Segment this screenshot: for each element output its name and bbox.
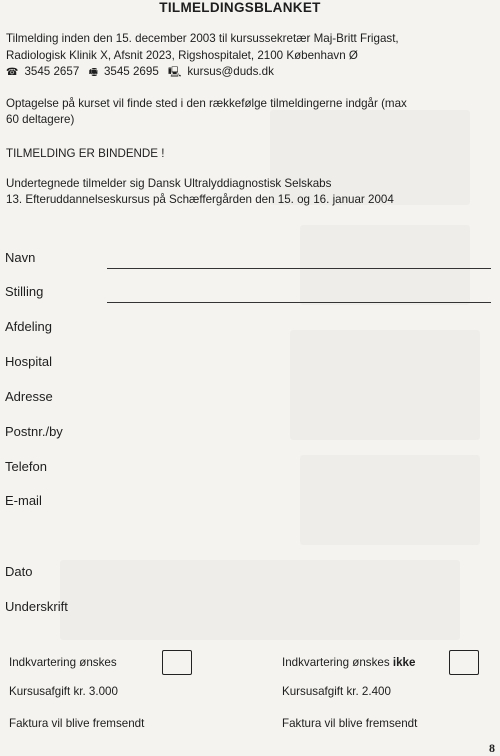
position-line[interactable] [107,302,491,303]
form-title: TILMELDINGSBLANKET [159,0,321,15]
field-label-department: Afdeling [5,319,52,334]
accommodation-no-emphasis: ikke [392,656,416,669]
page-number: 8 [489,741,495,755]
field-label-date: Dato [5,564,33,579]
field-label-postcode: Postnr./by [5,424,63,439]
fee-without-accommodation: Kursusafgift kr. 2.400 [282,685,391,698]
accommodation-yes-label: Indkvartering ønskes [9,656,117,669]
invoice-note-left: Faktura vil blive fremsendt [9,717,145,730]
intro-line: Radiologisk Klinik X, Afsnit 2023, Rigshospitalet, 2100 København Ø [6,48,358,62]
admission-note [6,96,494,127]
field-label-hospital: Hospital [5,354,52,369]
contact-line [6,64,492,82]
accommodation-yes-checkbox[interactable] [162,650,192,675]
accommodation-no-label [282,655,415,670]
phone-number: 3545 2657 [24,65,80,78]
admission-line: 60 deltagere) [6,112,75,126]
email-address: kursus@duds.dk [187,65,274,78]
intro-line: Tilmelding inden den 15. december 2003 til kursussekretær Maj-Britt Frigast, [6,32,399,45]
field-label-email: E-mail [5,493,42,508]
field-label-address: Adresse [5,389,53,404]
telephone-icon: ☎ [6,67,19,78]
field-label-signature: Underskrift [5,599,68,614]
signup-line: Undertegnede tilmelder sig Dansk Ultralyddiagnostisk Selskabs [6,177,332,190]
accommodation-no-checkbox[interactable] [449,650,479,675]
name-line[interactable] [107,268,491,269]
signup-line: 13. Efteruddannelseskursus på Schæffergården den 15. og 16. januar 2004 [6,192,394,206]
computer-icon: 🖳 [168,67,182,78]
fax-icon: 🖷 [88,67,98,78]
invoice-note-right: Faktura vil blive fremsendt [282,717,418,730]
signup-statement [6,176,494,207]
admission-line: Optagelse på kurset vil finde sted i den rækkefølge tilmeldingerne indgår (max [6,97,407,110]
field-label-position: Stilling [5,284,44,299]
binding-notice: TILMELDING ER BINDENDE ! [6,147,165,160]
field-label-name: Navn [5,250,36,265]
fax-number: 3545 2695 [103,65,159,78]
fee-with-accommodation: Kursusafgift kr. 3.000 [9,685,118,698]
intro-text [6,31,492,82]
accommodation-no-label-text: Indkvartering ønskes [282,656,390,669]
field-label-phone: Telefon [5,459,47,474]
